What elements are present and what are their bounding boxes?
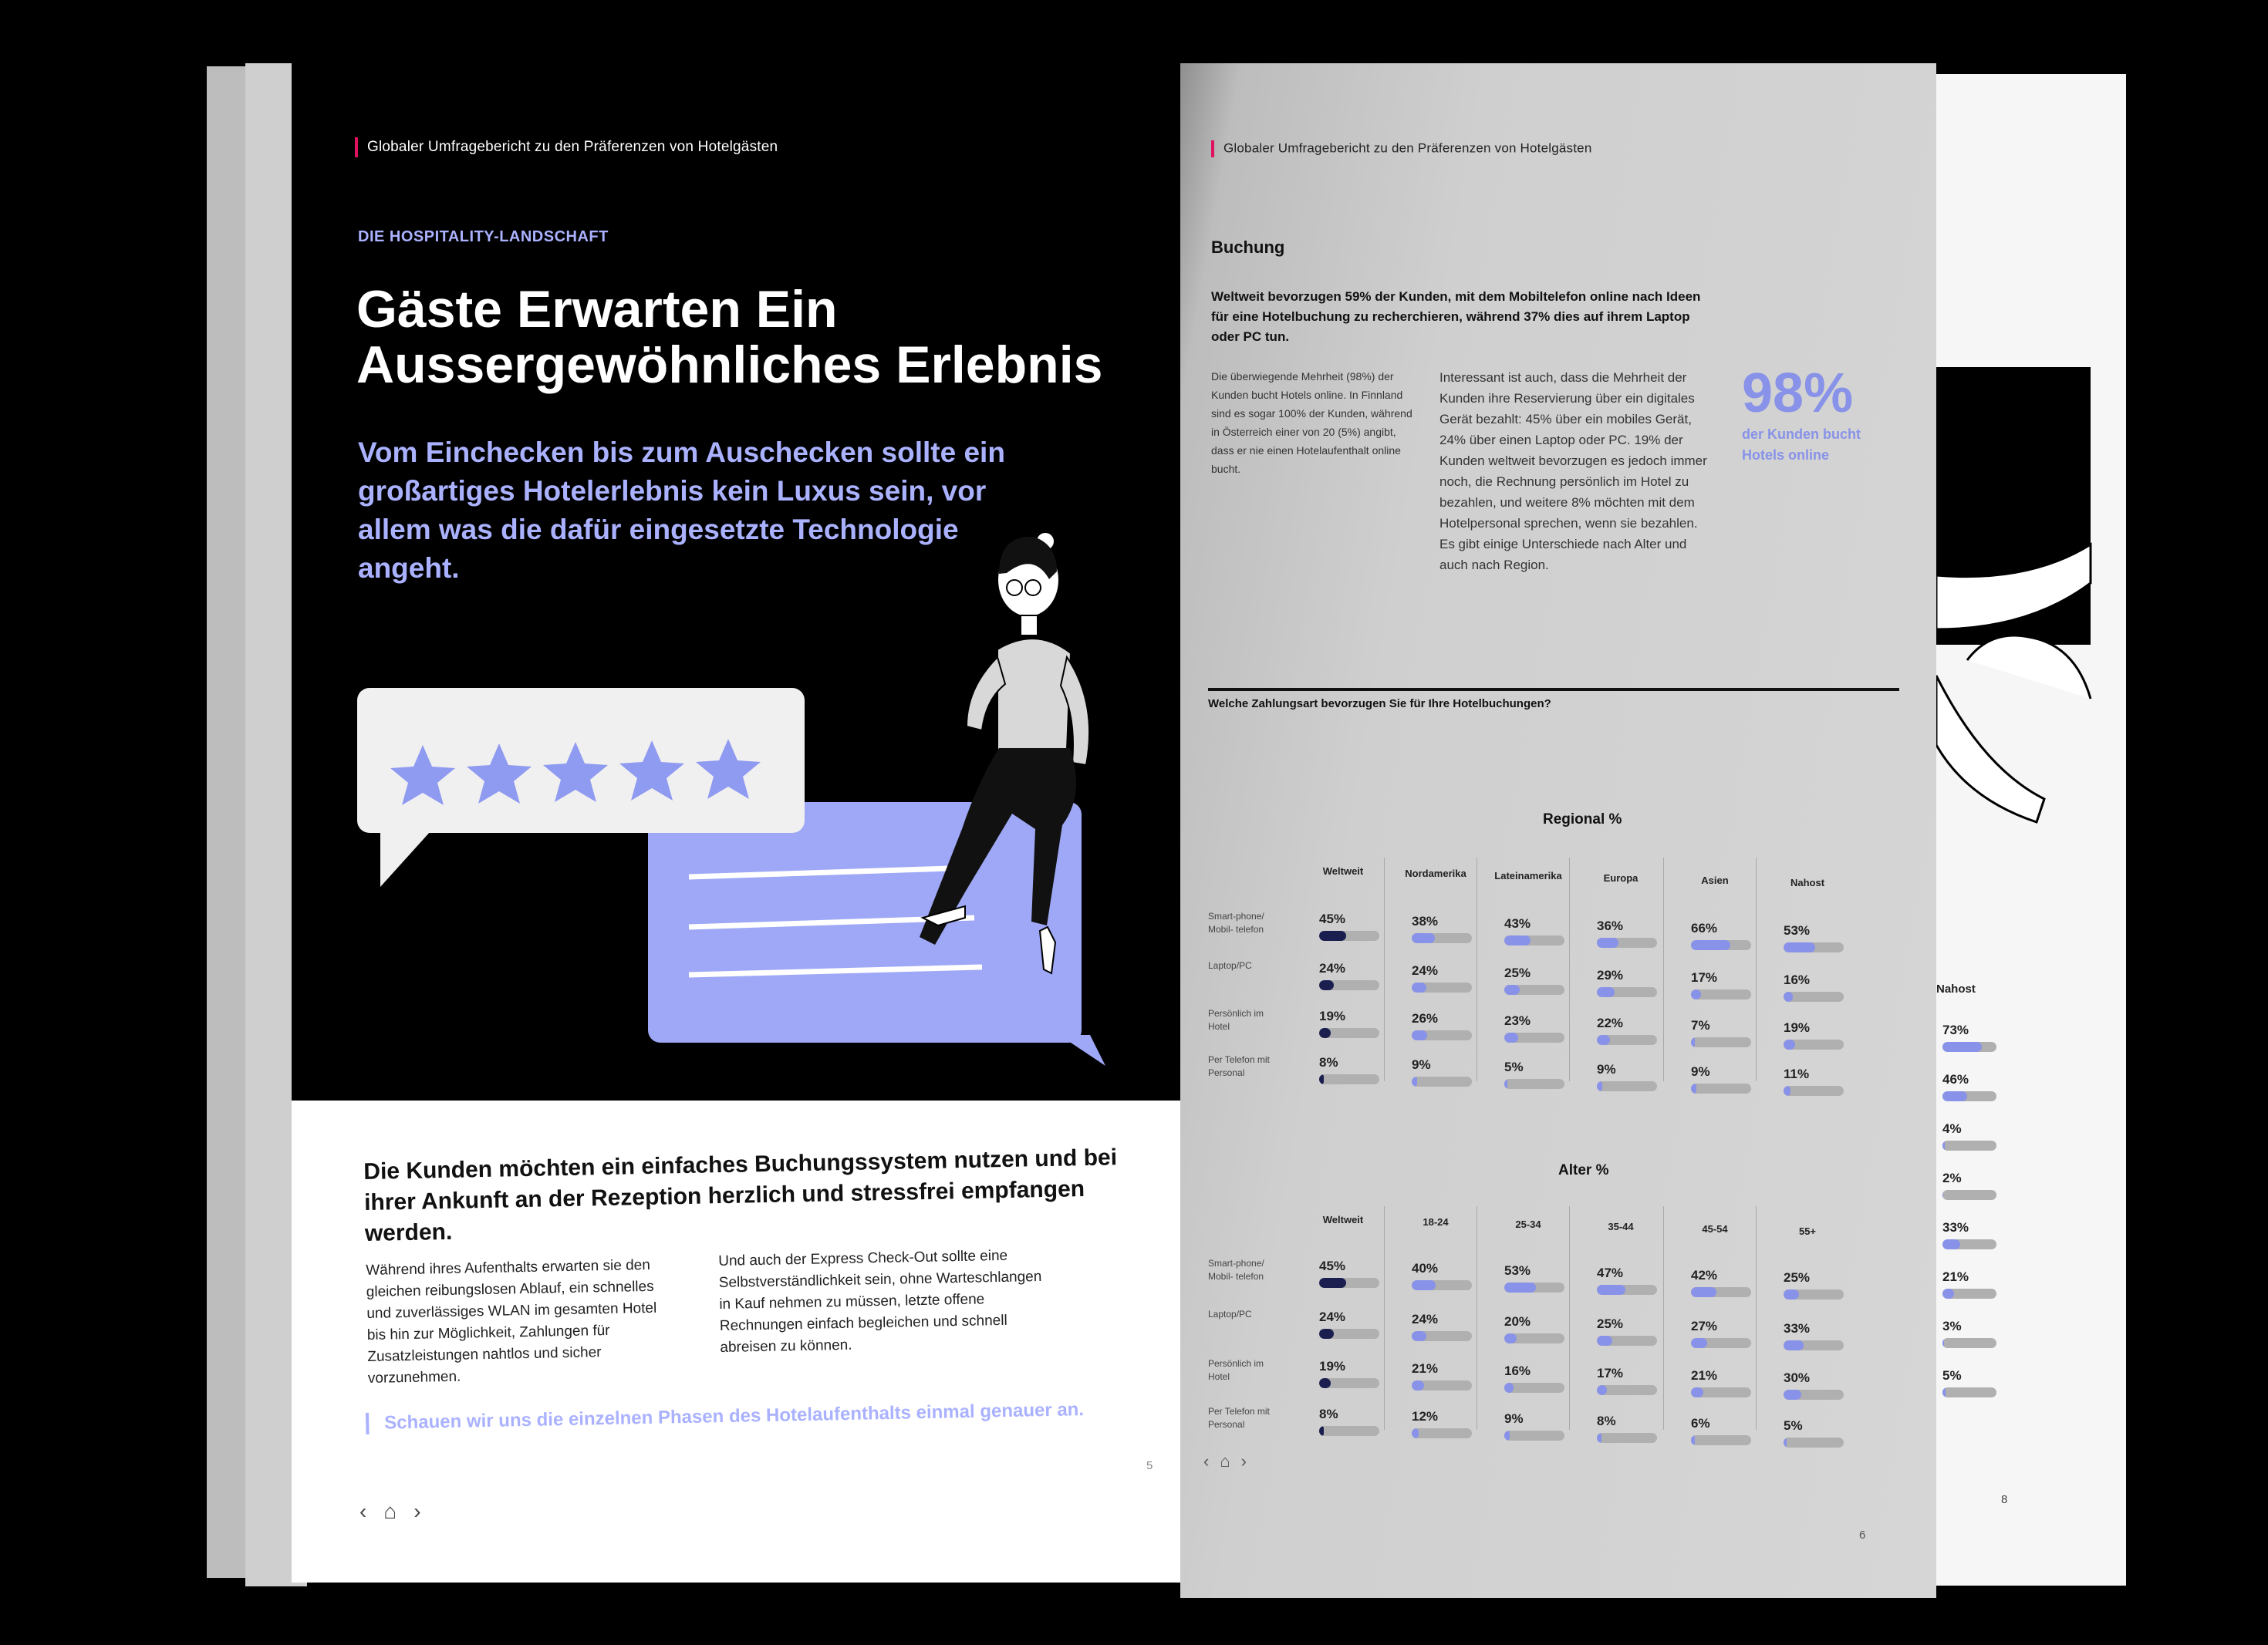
cell-percent: 45% bbox=[1319, 912, 1346, 926]
progress-fill bbox=[1412, 1280, 1436, 1290]
running-header-text: Globaler Umfragebericht zu den Präferenzen von Hotelgästen bbox=[367, 139, 778, 156]
table-cell bbox=[1784, 923, 1861, 952]
progress-track bbox=[1504, 1283, 1564, 1293]
progress-track bbox=[1319, 1329, 1379, 1339]
progress-fill bbox=[1691, 1037, 1695, 1047]
table-cell bbox=[1942, 1269, 2020, 1299]
cell-percent: 5% bbox=[1942, 1368, 1962, 1383]
table-cell bbox=[1942, 1368, 2020, 1397]
cell-percent: 7% bbox=[1691, 1018, 1710, 1033]
table-column-header: Weltweit bbox=[1322, 1214, 1364, 1225]
table-column-header: 55+ bbox=[1798, 1225, 1817, 1237]
table-cell bbox=[1942, 1220, 2020, 1249]
progress-track bbox=[1691, 1084, 1751, 1094]
page-number: 8 bbox=[2001, 1493, 2008, 1506]
table-row-label: Smart-phone/ Mobil- telefon bbox=[1208, 1258, 1264, 1282]
progress-track bbox=[1942, 1239, 1996, 1249]
table-cell bbox=[1691, 1018, 1768, 1047]
table-row-label: Persönlich im Hotel bbox=[1208, 1008, 1264, 1032]
column-divider bbox=[1663, 858, 1664, 1081]
progress-fill bbox=[1597, 1035, 1610, 1045]
page-number: 6 bbox=[1859, 1529, 1866, 1542]
cell-percent: 43% bbox=[1504, 916, 1531, 931]
progress-fill bbox=[1597, 1385, 1607, 1395]
table-cell bbox=[1942, 1171, 2020, 1200]
progress-track bbox=[1784, 1340, 1844, 1350]
cell-percent: 2% bbox=[1942, 1171, 1962, 1185]
column-divider bbox=[1384, 1206, 1385, 1430]
cell-percent: 21% bbox=[1691, 1368, 1718, 1383]
page-navigation bbox=[359, 1499, 438, 1524]
progress-fill bbox=[1942, 1387, 1946, 1397]
table-cell bbox=[1597, 1016, 1674, 1045]
progress-track bbox=[1412, 1030, 1472, 1040]
cell-percent: 53% bbox=[1504, 1263, 1531, 1278]
table-cell bbox=[1412, 963, 1489, 993]
cell-percent: 5% bbox=[1784, 1418, 1803, 1433]
progress-fill bbox=[1784, 1289, 1799, 1299]
progress-fill bbox=[1942, 1091, 1967, 1101]
callout-text: Schauen wir uns die einzelnen Phasen des Hotelaufenthalts einmal genauer an. bbox=[366, 1397, 1163, 1434]
table-title: Regional % bbox=[1543, 811, 1622, 828]
page-subtitle: Vom Einchecken bis zum Auschecken sollte ein großartiges Hotelerlebnis kein Luxus sein, vor allem was die dafür eingesetzte Technologie angeht. bbox=[358, 437, 1005, 584]
cell-percent: 9% bbox=[1691, 1064, 1710, 1079]
progress-track bbox=[1504, 985, 1564, 995]
cell-percent: 29% bbox=[1597, 968, 1624, 983]
progress-fill bbox=[1412, 1428, 1419, 1438]
progress-track bbox=[1597, 1035, 1657, 1045]
table-column-header: Europa bbox=[1603, 872, 1639, 884]
table-cell bbox=[1412, 1011, 1489, 1040]
table-cell bbox=[1942, 1319, 2020, 1348]
cell-percent: 17% bbox=[1597, 1366, 1624, 1380]
progress-track bbox=[1942, 1289, 1996, 1299]
table-row-label: Per Telefon mit Personal bbox=[1208, 1406, 1270, 1430]
progress-fill bbox=[1319, 1426, 1324, 1436]
cell-percent: 33% bbox=[1784, 1321, 1811, 1336]
progress-fill bbox=[1784, 1086, 1790, 1096]
progress-fill bbox=[1412, 933, 1435, 943]
progress-fill bbox=[1784, 1340, 1804, 1350]
cell-percent: 11% bbox=[1784, 1067, 1810, 1081]
progress-fill bbox=[1597, 1336, 1612, 1346]
progress-fill bbox=[1504, 1431, 1510, 1441]
table-cell bbox=[1597, 1316, 1674, 1346]
body-column-2: Interessant ist auch, dass die Mehrheit der Kunden ihre Reservierung über ein digitales Gerät bezahlt: 45% über ein mobiles Gerät, 24% über einen Laptop oder PC. 19% der Kunden weltweit bevorzugen es jedoch immer noch, die Rechnung persönlich im Hotel zu bezahlen, und weitere 8% möchten mit dem Hotelpersonal sprechen, wenn sie bezahlen. Es gibt einige Unterschiede nach Alter und auch nach Region. bbox=[1439, 370, 1707, 572]
cell-percent: 3% bbox=[1942, 1319, 1962, 1333]
progress-track bbox=[1412, 1428, 1472, 1438]
table-column-header: Asien bbox=[1701, 875, 1729, 886]
stat-label: der Kunden bucht Hotels online bbox=[1742, 426, 1861, 463]
table-cell bbox=[1412, 1361, 1489, 1390]
cell-percent: 21% bbox=[1942, 1269, 1969, 1284]
table-column-header: 18-24 bbox=[1423, 1216, 1449, 1228]
progress-fill bbox=[1691, 1084, 1696, 1094]
cell-percent: 9% bbox=[1412, 1057, 1431, 1072]
progress-track bbox=[1784, 1086, 1844, 1096]
cell-percent: 45% bbox=[1319, 1259, 1346, 1273]
cell-percent: 25% bbox=[1597, 1316, 1624, 1331]
progress-track bbox=[1784, 1390, 1844, 1400]
table-cell bbox=[1942, 1121, 2020, 1151]
table-column-header: Nahost bbox=[1936, 983, 1976, 996]
cell-percent: 40% bbox=[1412, 1261, 1439, 1276]
table-cell bbox=[1942, 1023, 2020, 1052]
progress-track bbox=[1691, 1387, 1751, 1397]
progress-fill bbox=[1784, 992, 1793, 1002]
cell-percent: 4% bbox=[1942, 1121, 1962, 1136]
progress-track bbox=[1942, 1141, 1996, 1151]
review-illustration bbox=[357, 464, 1129, 1081]
cell-percent: 24% bbox=[1319, 1310, 1346, 1324]
table-row-label: Per Telefon mit Personal bbox=[1208, 1054, 1270, 1078]
progress-fill bbox=[1504, 1383, 1514, 1393]
progress-fill bbox=[1942, 1338, 1944, 1348]
progress-track bbox=[1504, 1383, 1564, 1393]
table-cell bbox=[1597, 1062, 1674, 1091]
table-row-label: Laptop/PC bbox=[1208, 960, 1252, 971]
page-number: 5 bbox=[1146, 1459, 1153, 1472]
page-navigation bbox=[1203, 1451, 1257, 1471]
progress-fill bbox=[1504, 935, 1531, 946]
body-column-1: Während ihres Aufenthalts erwarten sie den gleichen reibungslosen Ablauf, ein schnelles und zuverlässiges WLAN im gesamten Hotel bis hin zur Möglichkeit, Zahlungen für Zusatzleistungen nahtlos und sicher vorzunehmen. bbox=[366, 1256, 657, 1387]
progress-track bbox=[1319, 1074, 1379, 1084]
progress-fill bbox=[1691, 1387, 1703, 1397]
table-cell bbox=[1784, 1067, 1861, 1096]
progress-track bbox=[1784, 1289, 1844, 1299]
progress-fill bbox=[1597, 1081, 1602, 1091]
progress-fill bbox=[1319, 1028, 1331, 1038]
cell-percent: 8% bbox=[1319, 1055, 1338, 1070]
table-cell bbox=[1412, 1312, 1489, 1341]
table-title: Alter % bbox=[1558, 1162, 1609, 1178]
table-cell bbox=[1319, 1259, 1396, 1288]
progress-track bbox=[1319, 931, 1379, 941]
cell-percent: 42% bbox=[1691, 1268, 1718, 1283]
progress-track bbox=[1412, 933, 1472, 943]
table-cell bbox=[1504, 1263, 1581, 1293]
table-cell bbox=[1504, 1364, 1581, 1393]
table-cell bbox=[1691, 970, 1768, 999]
table-column-header: 35-44 bbox=[1608, 1221, 1634, 1232]
stat-value: 98% bbox=[1742, 362, 1854, 424]
chevron-left-icon[interactable]: ‹ bbox=[1203, 1451, 1210, 1471]
table-column-header: Lateinamerika bbox=[1494, 870, 1562, 881]
progress-track bbox=[1597, 1433, 1657, 1443]
table-row-label: Laptop/PC bbox=[1208, 1309, 1252, 1320]
table-cell bbox=[1319, 1359, 1396, 1388]
progress-track bbox=[1597, 1285, 1657, 1295]
progress-track bbox=[1597, 1385, 1657, 1395]
column-divider bbox=[1756, 858, 1757, 1081]
table-cell bbox=[1412, 1409, 1489, 1438]
table-cell bbox=[1597, 919, 1674, 948]
cell-percent: 21% bbox=[1412, 1361, 1439, 1376]
progress-fill bbox=[1319, 1074, 1324, 1084]
page-title: Gäste Erwarten Ein Aussergewöhnliches Erlebnis bbox=[356, 280, 1103, 394]
progress-fill bbox=[1504, 985, 1520, 995]
cell-percent: 27% bbox=[1691, 1319, 1718, 1333]
progress-fill bbox=[1691, 1435, 1695, 1445]
table-cell bbox=[1784, 1370, 1861, 1400]
progress-track bbox=[1597, 1336, 1657, 1346]
progress-track bbox=[1504, 1333, 1564, 1343]
cell-percent: 9% bbox=[1504, 1411, 1524, 1426]
cell-percent: 19% bbox=[1319, 1009, 1346, 1023]
cell-percent: 33% bbox=[1942, 1220, 1969, 1235]
progress-track bbox=[1597, 987, 1657, 997]
chevron-right-icon[interactable]: › bbox=[1240, 1451, 1247, 1471]
table-row-label: Smart-phone/ Mobil- telefon bbox=[1208, 911, 1264, 935]
progress-fill bbox=[1504, 1333, 1517, 1343]
progress-fill bbox=[1942, 1239, 1960, 1249]
table-column-header: Weltweit bbox=[1322, 865, 1364, 877]
progress-track bbox=[1319, 980, 1379, 990]
cell-percent: 16% bbox=[1504, 1364, 1531, 1378]
progress-fill bbox=[1319, 1329, 1334, 1339]
hand-phone-illustration bbox=[1936, 74, 2126, 845]
progress-track bbox=[1784, 992, 1844, 1002]
table-cell bbox=[1504, 1013, 1581, 1043]
table-cell bbox=[1691, 921, 1768, 950]
cell-percent: 16% bbox=[1784, 973, 1811, 987]
progress-fill bbox=[1942, 1042, 1982, 1052]
cell-percent: 53% bbox=[1784, 923, 1811, 938]
cell-percent: 73% bbox=[1942, 1023, 1969, 1037]
progress-track bbox=[1942, 1190, 1996, 1200]
progress-fill bbox=[1412, 983, 1426, 993]
header-accent-bar bbox=[355, 137, 358, 157]
lead-paragraph: Weltweit bevorzugen 59% der Kunden, mit dem Mobiltelefon online nach Ideen für eine Hotelbuchung zu recherchieren, während 37% dies auf ihrem Laptop oder PC tun. bbox=[1211, 289, 1701, 344]
cell-percent: 19% bbox=[1784, 1020, 1811, 1035]
progress-track bbox=[1412, 983, 1472, 993]
progress-fill bbox=[1319, 1278, 1346, 1288]
column-divider bbox=[1756, 1206, 1757, 1430]
progress-fill bbox=[1784, 1438, 1787, 1448]
progress-fill bbox=[1319, 931, 1346, 941]
cell-percent: 47% bbox=[1597, 1266, 1624, 1280]
progress-fill bbox=[1412, 1380, 1424, 1390]
table-cell bbox=[1504, 916, 1581, 946]
progress-fill bbox=[1942, 1190, 1943, 1200]
cell-percent: 9% bbox=[1597, 1062, 1616, 1077]
progress-fill bbox=[1784, 1040, 1795, 1050]
progress-fill bbox=[1319, 980, 1334, 990]
cell-percent: 8% bbox=[1597, 1414, 1616, 1428]
cell-percent: 36% bbox=[1597, 919, 1624, 933]
running-header bbox=[355, 137, 778, 157]
column-divider bbox=[1384, 858, 1385, 1081]
key-statistic bbox=[1742, 362, 1881, 466]
progress-track bbox=[1784, 1040, 1844, 1050]
cell-percent: 26% bbox=[1412, 1011, 1439, 1026]
table-column-header: 25-34 bbox=[1515, 1219, 1541, 1230]
progress-track bbox=[1319, 1426, 1379, 1436]
progress-track bbox=[1597, 1081, 1657, 1091]
header-accent-bar bbox=[1211, 140, 1214, 157]
table-cell bbox=[1784, 1020, 1861, 1050]
progress-track bbox=[1319, 1278, 1379, 1288]
body-column-2: Und auch der Express Check-Out sollte eine Selbstverständlichkeit sein, ohne Warteschlangen in Kauf nehmen zu müssen, letzte offene Rechnungen einfach begleichen und schnell abreisen zu können. bbox=[718, 1247, 1042, 1356]
progress-fill bbox=[1691, 989, 1701, 999]
cell-percent: 30% bbox=[1784, 1370, 1811, 1385]
cell-percent: 46% bbox=[1942, 1072, 1969, 1087]
progress-track bbox=[1412, 1280, 1472, 1290]
progress-fill bbox=[1784, 942, 1815, 952]
table-cell bbox=[1319, 1009, 1396, 1038]
table-cell bbox=[1691, 1268, 1768, 1297]
column-divider bbox=[1663, 1206, 1664, 1430]
progress-fill bbox=[1942, 1141, 1945, 1151]
table-cell bbox=[1412, 1261, 1489, 1290]
table-cell bbox=[1597, 968, 1674, 997]
cell-percent: 24% bbox=[1412, 963, 1439, 978]
progress-track bbox=[1691, 1435, 1751, 1445]
home-icon[interactable]: ⌂ bbox=[383, 1499, 397, 1523]
table-column-header: Nahost bbox=[1790, 877, 1825, 888]
cell-percent: 20% bbox=[1504, 1314, 1531, 1329]
table-cell bbox=[1319, 961, 1396, 990]
cell-percent: 25% bbox=[1784, 1270, 1811, 1285]
chevron-right-icon[interactable]: › bbox=[413, 1499, 421, 1523]
cell-percent: 12% bbox=[1412, 1409, 1439, 1424]
progress-track bbox=[1942, 1042, 1996, 1052]
table-cell bbox=[1504, 1314, 1581, 1343]
progress-fill bbox=[1691, 940, 1730, 950]
table-cell bbox=[1942, 1072, 2020, 1101]
progress-track bbox=[1691, 1287, 1751, 1297]
cell-percent: 19% bbox=[1319, 1359, 1346, 1374]
progress-fill bbox=[1412, 1030, 1427, 1040]
table-cell bbox=[1597, 1266, 1674, 1295]
cell-percent: 25% bbox=[1504, 966, 1531, 980]
progress-track bbox=[1691, 940, 1751, 950]
progress-fill bbox=[1504, 1283, 1536, 1293]
progress-track bbox=[1942, 1091, 1996, 1101]
progress-fill bbox=[1691, 1338, 1707, 1348]
progress-track bbox=[1412, 1380, 1472, 1390]
progress-track bbox=[1691, 1338, 1751, 1348]
progress-track bbox=[1504, 1431, 1564, 1441]
home-icon[interactable]: ⌂ bbox=[1220, 1451, 1230, 1471]
progress-track bbox=[1504, 935, 1564, 946]
progress-track bbox=[1942, 1387, 1996, 1397]
cell-percent: 24% bbox=[1319, 961, 1346, 976]
cell-percent: 66% bbox=[1691, 921, 1718, 935]
progress-track bbox=[1784, 1438, 1844, 1448]
column-divider bbox=[1569, 1206, 1570, 1430]
progress-fill bbox=[1504, 1079, 1507, 1089]
progress-fill bbox=[1597, 987, 1615, 997]
table-cell bbox=[1691, 1416, 1768, 1445]
back-page bbox=[1936, 74, 2126, 1586]
progress-fill bbox=[1504, 1033, 1518, 1043]
progress-track bbox=[1784, 942, 1844, 952]
column-divider bbox=[1569, 858, 1570, 1081]
chart-question: Welche Zahlungsart bevorzugen Sie für Ihre Hotelbuchungen? bbox=[1208, 697, 1551, 710]
progress-track bbox=[1504, 1033, 1564, 1043]
progress-fill bbox=[1597, 1433, 1601, 1443]
cell-percent: 8% bbox=[1319, 1407, 1338, 1421]
table-row-label: Persönlich im Hotel bbox=[1208, 1358, 1264, 1382]
table-cell bbox=[1504, 1411, 1581, 1441]
progress-fill bbox=[1597, 938, 1618, 948]
progress-track bbox=[1319, 1028, 1379, 1038]
progress-track bbox=[1597, 938, 1657, 948]
progress-track bbox=[1319, 1378, 1379, 1388]
lead-paragraph: Die Kunden möchten ein einfaches Buchungssystem nutzen und bei ihrer Ankunft an der Rezeption herzlich und stressfrei empfangen werden. bbox=[363, 1144, 1118, 1246]
progress-track bbox=[1691, 1037, 1751, 1047]
table-cell bbox=[1319, 1407, 1396, 1436]
table-cell bbox=[1412, 1057, 1489, 1087]
table-cell bbox=[1319, 912, 1396, 941]
chevron-left-icon[interactable]: ‹ bbox=[359, 1499, 367, 1523]
table-cell bbox=[1691, 1368, 1768, 1397]
progress-track bbox=[1504, 1079, 1564, 1089]
table-cell bbox=[1784, 1418, 1861, 1448]
progress-track bbox=[1942, 1338, 1996, 1348]
cell-percent: 38% bbox=[1412, 914, 1439, 929]
cell-percent: 6% bbox=[1691, 1416, 1710, 1431]
table-cell bbox=[1412, 914, 1489, 943]
right-page bbox=[1180, 63, 1936, 1598]
section-label: DIE HOSPITALITY-LANDSCHAFT bbox=[358, 228, 609, 245]
body-column-1: Die überwiegende Mehrheit (98%) der Kunden bucht Hotels online. In Finnland sind es sogar 100% der Kunden, während in Österreich einer von 20 (5%) angibt, dass er nie einen Hotelaufenthalt online bucht. bbox=[1211, 370, 1412, 475]
progress-fill bbox=[1942, 1289, 1954, 1299]
table-cell bbox=[1319, 1055, 1396, 1084]
cell-percent: 24% bbox=[1412, 1312, 1439, 1326]
table-cell bbox=[1691, 1064, 1768, 1094]
progress-fill bbox=[1691, 1287, 1716, 1297]
progress-fill bbox=[1412, 1331, 1426, 1341]
table-cell bbox=[1504, 966, 1581, 995]
table-cell bbox=[1784, 1321, 1861, 1350]
table-cell bbox=[1597, 1414, 1674, 1443]
progress-fill bbox=[1319, 1378, 1331, 1388]
table-cell bbox=[1597, 1366, 1674, 1395]
table-cell bbox=[1504, 1060, 1581, 1089]
running-header bbox=[1211, 140, 1591, 157]
table-cell bbox=[1691, 1319, 1768, 1348]
progress-track bbox=[1412, 1077, 1472, 1087]
progress-track bbox=[1412, 1331, 1472, 1341]
left-page bbox=[292, 63, 1180, 1583]
table-cell bbox=[1319, 1310, 1396, 1339]
table-cell bbox=[1784, 973, 1861, 1002]
table-cell bbox=[1784, 1270, 1861, 1299]
cell-percent: 23% bbox=[1504, 1013, 1531, 1028]
progress-fill bbox=[1412, 1077, 1417, 1087]
cell-percent: 5% bbox=[1504, 1060, 1524, 1074]
table-column-header: Nordamerika bbox=[1405, 868, 1466, 879]
progress-fill bbox=[1597, 1285, 1625, 1295]
running-header-text: Globaler Umfragebericht zu den Präferenzen von Hotelgästen bbox=[1223, 140, 1592, 156]
table-column-header: 45-54 bbox=[1702, 1223, 1728, 1235]
section-heading: Buchung bbox=[1211, 238, 1285, 257]
progress-fill bbox=[1784, 1390, 1801, 1400]
progress-track bbox=[1691, 989, 1751, 999]
cell-percent: 17% bbox=[1691, 970, 1718, 985]
cell-percent: 22% bbox=[1597, 1016, 1624, 1030]
divider bbox=[1208, 688, 1899, 691]
